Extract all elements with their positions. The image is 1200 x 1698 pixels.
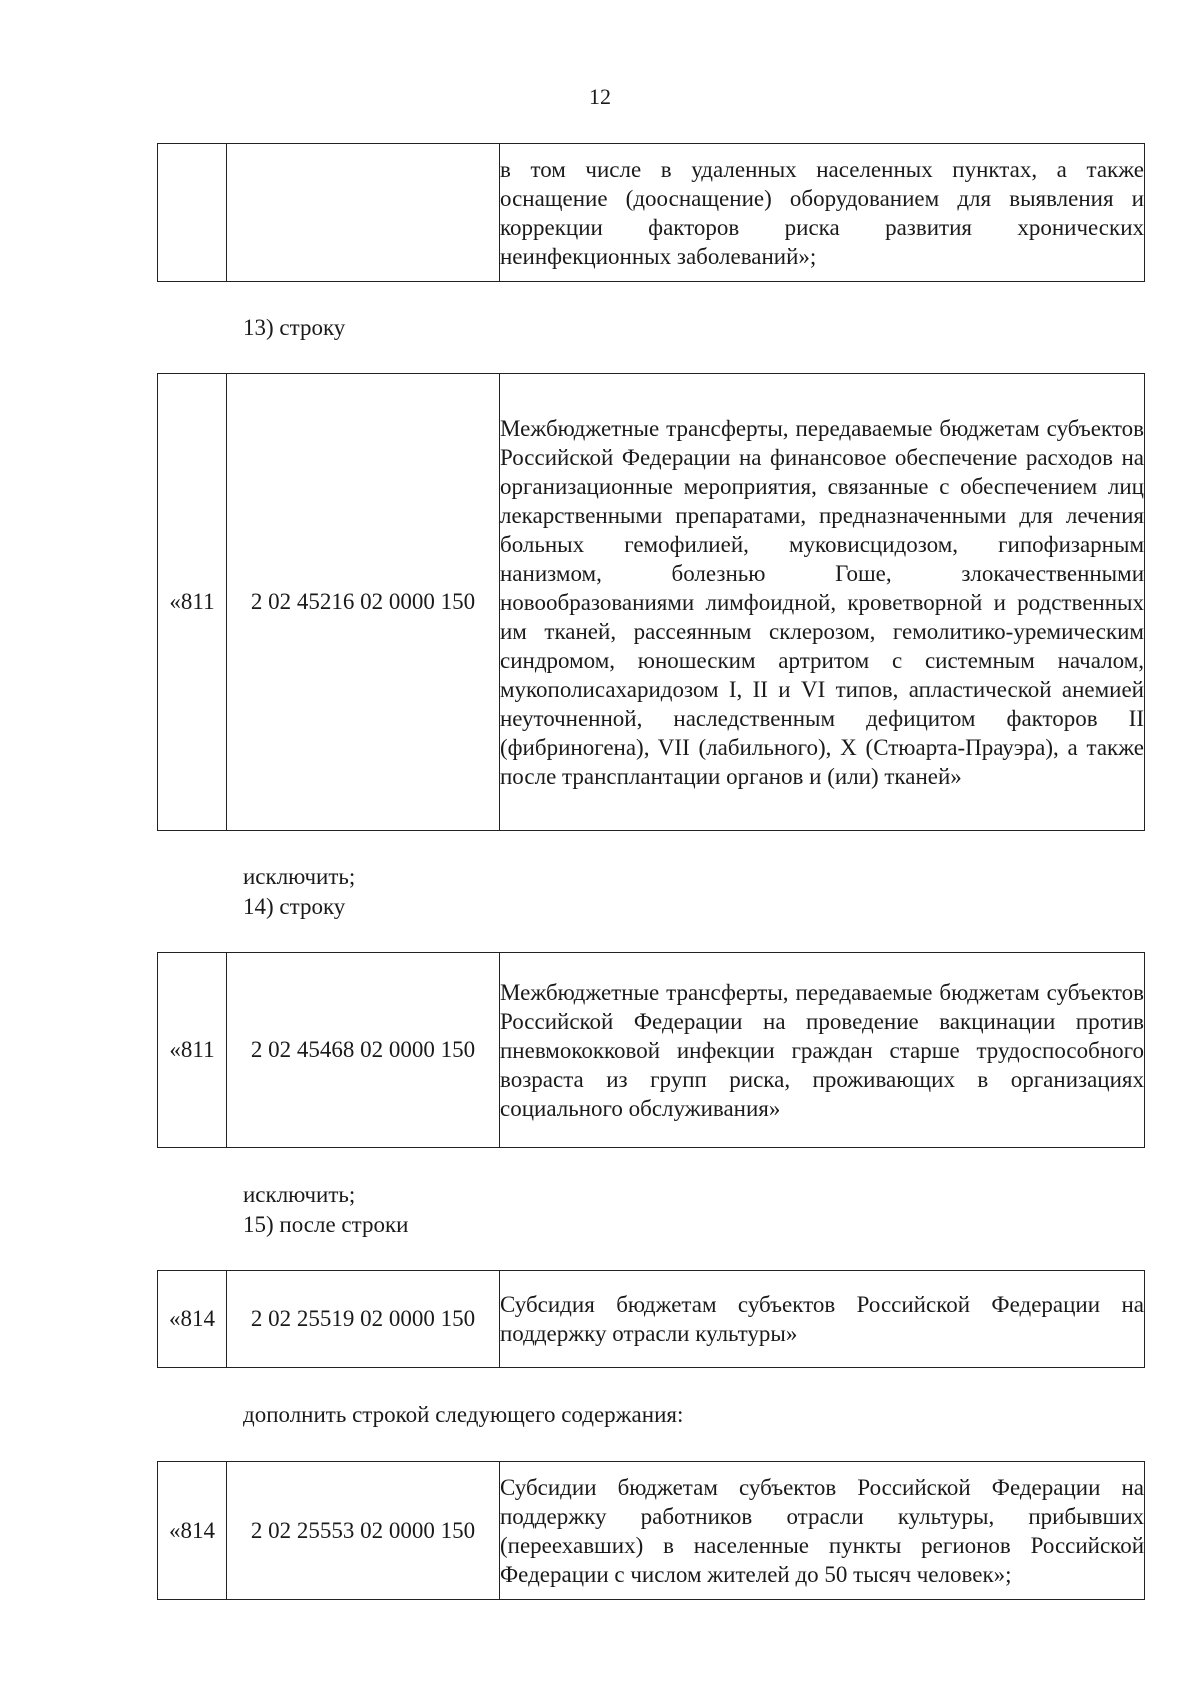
budget-code-cell: 2 02 45468 02 0000 150 xyxy=(227,953,500,1148)
description-cell: Субсидия бюджетам субъектов Российской Федерации на поддержку отрасли культуры» xyxy=(500,1271,1145,1368)
description-cell: Межбюджетные трансферты, передаваемые бюджетам субъектов Российской Федерации на финансовое обеспечение расходов на организационные мероприятия, связанные с обеспечением лиц лекарственными препаратами, предназначенными для лечения больных гемофилией, муковисцидозом, гипофизарным нанизмом, болезнью Гоше, злокачественными новообразованиями лимфоидной, кроветворной и родственных им тканей, рассеянным склерозом, гемолитико-уремическим синдромом, юношеским артритом с системным началом, мукополисахаридозом I, II и VI типов, апластической анемией неуточненной, наследственным дефицитом факторов II (фибриногена), VII (лабильного), X (Стюарта-Прауэра), а также после трансплантации органов и (или) тканей» xyxy=(500,374,1145,831)
admin-code-cell xyxy=(158,144,227,282)
exclude-paragraph: исключить; xyxy=(243,864,356,889)
description-cell: Межбюджетные трансферты, передаваемые бюджетам субъектов Российской Федерации на проведение вакцинации против пневмококковой инфекции граждан старше трудоспособного возраста из групп риска, проживающих в организациях социального обслуживания» xyxy=(500,953,1145,1148)
budget-code-cell xyxy=(227,144,500,282)
table-row xyxy=(158,1271,1145,1368)
admin-code-cell: «811 xyxy=(158,374,227,831)
budget-table-continuation xyxy=(157,143,1145,282)
table-row xyxy=(158,953,1145,1148)
page-number: 12 xyxy=(589,84,611,109)
description-cell: в том числе в удаленных населенных пунктах, а также оснащение (дооснащение) оборудованием для выявления и коррекции факторов риска развития хронических неинфекционных заболеваний»; xyxy=(500,144,1145,282)
budget-code-cell: 2 02 45216 02 0000 150 xyxy=(227,374,500,831)
admin-code-cell: «811 xyxy=(158,953,227,1148)
admin-code-cell: «814 xyxy=(158,1462,227,1600)
exclude-paragraph: исключить; xyxy=(243,1182,356,1207)
budget-table-row-13 xyxy=(157,373,1145,831)
admin-code-cell: «814 xyxy=(158,1271,227,1368)
item-15-paragraph: 15) после строки xyxy=(243,1212,409,1237)
budget-code-cell: 2 02 25519 02 0000 150 xyxy=(227,1271,500,1368)
item-14-paragraph: 14) строку xyxy=(243,894,346,919)
table-row xyxy=(158,1462,1145,1600)
item-13-paragraph: 13) строку xyxy=(243,315,346,340)
table-row xyxy=(158,374,1145,831)
table-row xyxy=(158,144,1145,282)
description-cell: Субсидии бюджетам субъектов Российской Федерации на поддержку работников отрасли культуры, прибывших (переехавших) в населенные пункты регионов Российской Федерации с числом жителей до 50 тысяч человек»; xyxy=(500,1462,1145,1600)
supplement-paragraph: дополнить строкой следующего содержания: xyxy=(243,1402,684,1427)
budget-code-cell: 2 02 25553 02 0000 150 xyxy=(227,1462,500,1600)
budget-table-row-15 xyxy=(157,1270,1145,1368)
budget-table-row-14 xyxy=(157,952,1145,1148)
budget-table-new-row xyxy=(157,1461,1145,1600)
